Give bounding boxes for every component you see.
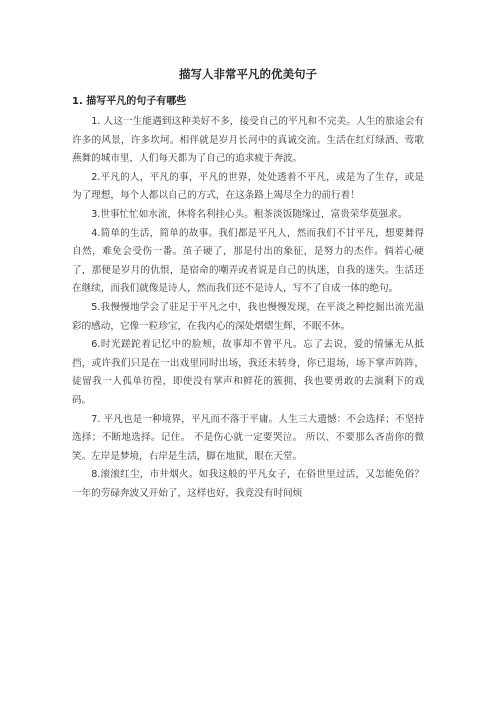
document-title: 描写人非常平凡的优美句子 [179,67,317,81]
paragraph: 5.我慢慢地学会了驻足于平凡之中，我也慢慢发现，在平淡之种挖掘出流光溢彩的感动，它像一粒珍宝，在我内心的深处熠熠生辉，不眠不休。 [72,301,424,332]
paragraph: 7. 平凡也是一种境界，平凡而不落于平庸。人生三大遗憾：不会选择；不坚持选择；不断地选择。记住。 不是伤心就一定要哭泣。 所以、不要那么吝啬你的微笑。左岸是梦境，右岸是生活，脚在地狱，眼在天堂。 [72,413,424,462]
paragraph: 6.时光蹉跎着记忆中的脸颊，故事却不曾平凡。忘了去说，爱的情愫无从抵挡，或许我们只是在一出戏里同时出场，我还未转身，你已退场，场下掌声阵阵，徒留我一人孤单彷徨，即使没有掌声和鲜花的簇拥，我也要勇敢的去演剩下的戏码。 [72,339,424,406]
paragraph: 1. 人这一生能遇到这种美好不多，接受自己的平凡和不完美。人生的旅途会有许多的风景，许多坎坷。相伴就是岁月长河中的真诚交流。生活在红灯绿酒、莺歌燕舞的城市里，人们每天都为了自己的追求疲于奔波。 [72,116,424,165]
section-heading: 1. 描写平凡的句子有哪些 [72,96,187,107]
paragraph: 2.平凡的人，平凡的事，平凡的世界，处处透着不平凡，或是为了生存，或是为了理想，每个人都以自己的方式，在这条路上竭尽全力的前行着！ [72,171,424,202]
document-body [72,113,424,503]
paragraph: 3.世事忙忙如水流，休将名利挂心头。粗茶淡饭随缘过，富贵荣华莫强求。 [91,208,408,220]
paragraph: 4.简单的生活，简单的故事。我们都是平凡人，然而我们不甘平凡，想要舞得自然，难免会受伤一番。茧子硬了，那是付出的象征，是努力的杰作。倘若心硬了，那便是岁月的仇恨，是宿命的嘲弄或者说是自己的执迷，自我的迷失。生活还在继续，而我们就像是诗人，然而我们还不是诗人，写不了自成一体的绝句。 [72,227,424,295]
paragraph: 8.滚滚红尘，市井烟火。如我这般的平凡女子，在俗世里过活，又怎能免俗？一年的劳碌奔波又开始了，这样也好，我竟没有时间烦 [72,469,424,499]
